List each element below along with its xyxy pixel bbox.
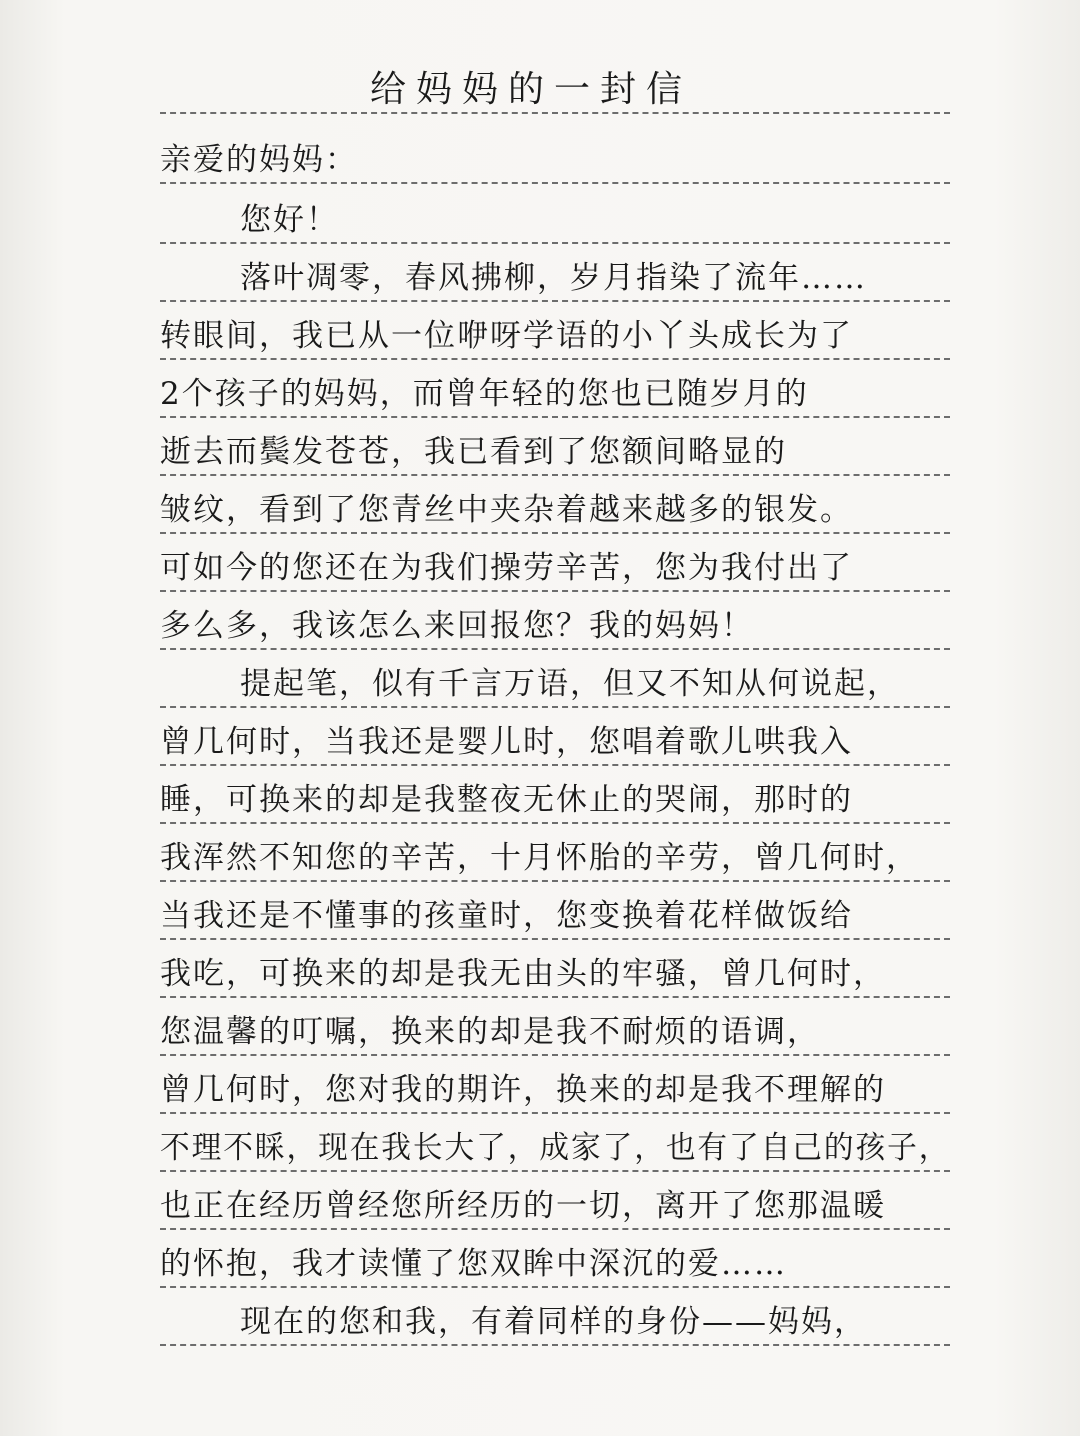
body-text: 提起笔，似有千言万语，但又不知从何说起，	[240, 666, 900, 702]
body-text: 转眼间，我已从一位咿呀学语的小丫头成长为了	[160, 318, 853, 354]
body-line	[160, 1304, 950, 1346]
body-text: 曾几何时，您对我的期许，换来的却是我不理解的	[160, 1072, 886, 1108]
body-line	[160, 492, 950, 534]
body-line	[160, 1130, 950, 1172]
title-line	[160, 69, 950, 114]
body-line	[160, 260, 950, 302]
body-line	[160, 376, 950, 418]
body-line	[160, 898, 950, 940]
body-text: 也正在经历曾经您所经历的一切，离开了您那温暖	[160, 1188, 886, 1224]
greeting-line	[160, 142, 950, 184]
letter-salutation: 您好！	[240, 202, 339, 238]
body-line	[160, 1246, 950, 1288]
body-text: 现在的您和我，有着同样的身份——妈妈，	[240, 1304, 867, 1340]
body-text: 我吃，可换来的却是我无由头的牢骚，曾几何时，	[160, 956, 886, 992]
body-text: 2个孩子的妈妈，而曾年轻的您也已随岁月的	[160, 376, 809, 412]
body-text: 多么多，我该怎么来回报您？我的妈妈！	[160, 608, 754, 644]
body-text: 的怀抱，我才读懂了您双眸中深沉的爱……	[160, 1246, 787, 1282]
body-text: 逝去而鬓发苍苍，我已看到了您额间略显的	[160, 434, 787, 470]
body-line	[160, 1014, 950, 1056]
body-line	[160, 840, 950, 882]
body-line	[160, 666, 950, 708]
body-line	[160, 434, 950, 476]
salutation-line	[160, 202, 950, 244]
body-line	[160, 318, 950, 360]
body-line	[160, 956, 950, 998]
body-text: 不理不睬，现在我长大了，成家了，也有了自己的孩子，	[160, 1130, 951, 1166]
body-line	[160, 782, 950, 824]
body-text: 您温馨的叮嘱，换来的却是我不耐烦的语调，	[160, 1014, 820, 1050]
body-text: 当我还是不懂事的孩童时，您变换着花样做饭给	[160, 898, 853, 934]
letter-greeting: 亲爱的妈妈：	[160, 142, 358, 178]
body-line	[160, 550, 950, 592]
body-line	[160, 1072, 950, 1114]
body-text: 落叶凋零，春风拂柳，岁月指染了流年……	[240, 260, 867, 296]
body-text: 曾几何时，当我还是婴儿时，您唱着歌儿哄我入	[160, 724, 853, 760]
body-text: 我浑然不知您的辛苦，十月怀胎的辛劳，曾几何时，	[160, 840, 919, 876]
body-line	[160, 724, 950, 766]
body-text: 可如今的您还在为我们操劳辛苦，您为我付出了	[160, 550, 853, 586]
body-line	[160, 608, 950, 650]
letter-title: 给妈妈的一封信	[370, 69, 693, 110]
body-text: 皱纹，看到了您青丝中夹杂着越来越多的银发。	[160, 492, 853, 528]
body-text: 睡，可换来的却是我整夜无休止的哭闹，那时的	[160, 782, 853, 818]
body-line	[160, 1188, 950, 1230]
